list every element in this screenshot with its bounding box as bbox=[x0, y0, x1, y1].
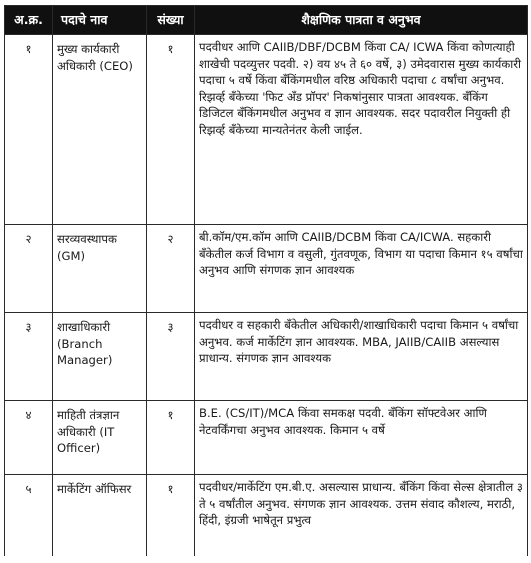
table-row bbox=[5, 35, 528, 225]
page-bottom-edge bbox=[0, 556, 531, 563]
row-post-name: माहिती तंत्रज्ञान अधिकारी (IT Officer) bbox=[53, 401, 147, 475]
row-qualification: पदवीधर व सहकारी बँकेतील अधिकारी/शाखाधिकारी पदाचा किमान ५ वर्षांचा अनुभव. कर्ज मार्केटिंग ज्ञान आवश्यक. MBA, JAIIB/CAIIB असल्यास प्राधान्य. संगणक ज्ञान आवश्यक bbox=[195, 313, 528, 401]
header-qualification: शैक्षणिक पात्रता व अनुभव bbox=[195, 6, 528, 35]
row-post-name: सरव्यवस्थापक (GM) bbox=[53, 225, 147, 313]
header-serial: अ.क्र. bbox=[5, 6, 53, 35]
row-serial: ३ bbox=[5, 313, 53, 401]
row-qualification: पदवीधर/मार्केटिंग एम.बी.ए. असल्यास प्राधान्य. बँकिंग किंवा सेल्स क्षेत्रातील ३ ते ५ वर्षांतील अनुभव. संगणक ज्ञान आवश्यक. उत्तम संवाद कौशल्य, मराठी, हिंदी, इंग्रजी भाषेतून प्रभुत्व bbox=[195, 475, 528, 563]
table-row bbox=[5, 475, 528, 563]
row-post-name: मार्केटिंग ऑफिसर bbox=[53, 475, 147, 563]
row-post-name: मुख्य कार्यकारी अधिकारी (CEO) bbox=[53, 35, 147, 225]
row-serial: २ bbox=[5, 225, 53, 313]
row-count: १ bbox=[147, 401, 195, 475]
row-qualification: पदवीधर आणि CAIIB/DBF/DCBM किंवा CA/ ICWA किंवा कोणत्याही शाखेची पदव्युत्तर पदवी. २) वय ४५ ते ६० वर्षे, ३) उमेदवारास मुख्य कार्यकारी पदाचा ५ वर्षे किंवा बँकिंगमधील वरिष्ठ अधिकारी पदाचा ८ वर्षांचा अनुभव. रिझर्व्ह बँकेच्या 'फिट अँड प्रॉपर' निकषांनुसार पात्रता आवश्यक. बँकिंग डिजिटल बँकिंगमधील अनुभव व ज्ञान आवश्यक. सदर पदावरील नियुक्ती ही रिझर्व्ह बँकेच्या मान्यतेनंतर केली जाईल. bbox=[195, 35, 528, 225]
row-qualification: B.E. (CS/IT)/MCA किंवा समकक्ष पदवी. बँकिंग सॉफ्टवेअर आणि नेटवर्किंगचा अनुभव आवश्यक. किमान ५ वर्षे bbox=[195, 401, 528, 475]
row-count: ३ bbox=[147, 313, 195, 401]
table-row bbox=[5, 313, 528, 401]
row-count: २ bbox=[147, 225, 195, 313]
table-row bbox=[5, 225, 528, 313]
table-header-row bbox=[5, 6, 528, 35]
row-serial: ५ bbox=[5, 475, 53, 563]
row-count: १ bbox=[147, 475, 195, 563]
row-serial: ४ bbox=[5, 401, 53, 475]
row-count: १ bbox=[147, 35, 195, 225]
header-post-name: पदाचे नाव bbox=[53, 6, 147, 35]
recruitment-table bbox=[4, 5, 528, 563]
header-count: संख्या bbox=[147, 6, 195, 35]
row-qualification: बी.कॉम/एम.कॉम आणि CAIIB/DCBM किंवा CA/ICWA. सहकारी बँकेतील कर्ज विभाग व वसुली, गुंतवणूक, विभाग या पदाचा किमान १५ वर्षांचा अनुभव आणि संगणक ज्ञान आवश्यक bbox=[195, 225, 528, 313]
row-serial: १ bbox=[5, 35, 53, 225]
row-post-name: शाखाधिकारी (Branch Manager) bbox=[53, 313, 147, 401]
table-row bbox=[5, 401, 528, 475]
